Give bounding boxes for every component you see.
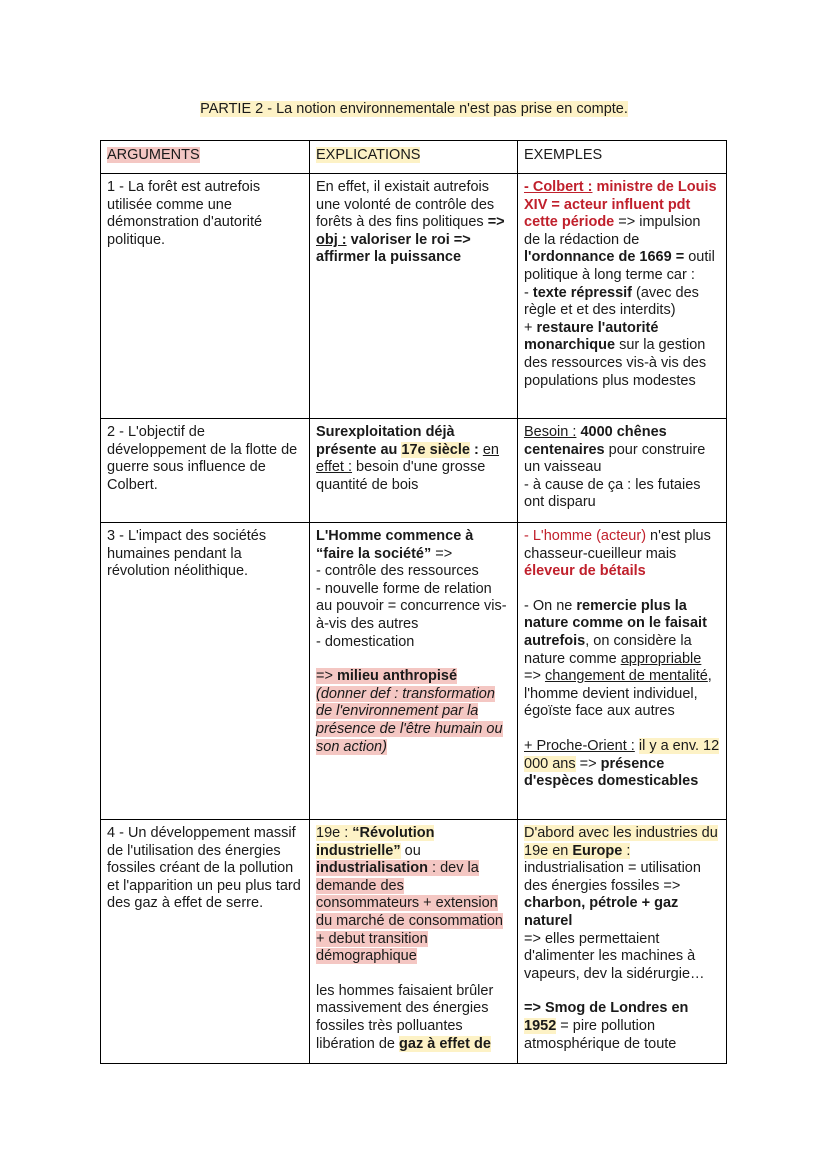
exemple-cell: Besoin : 4000 chênes centenaires pour construire un vaisseau - à cause de ça : les futaies ont disparu	[518, 419, 727, 523]
argument-cell: 1 - La forêt est autrefois utilisée comme une démonstration d'autorité politique.	[101, 174, 310, 419]
argument-cell: 3 - L'impact des sociétés humaines pendant la révolution néolithique.	[101, 523, 310, 820]
explication-cell: L'Homme commence à “faire la société” => - contrôle des ressources - nouvelle forme de relation au pouvoir = concurrence vis-à-vis des autres - domestication => milieu anthropisé (donner def : transformation de l'environnement par la présence de l'être humain ou son action)	[310, 523, 518, 820]
table-header-row	[101, 141, 727, 174]
arguments-table	[100, 140, 727, 1064]
page-title: PARTIE 2 - La notion environnementale n'est pas prise en compte.	[200, 101, 628, 117]
table-row	[101, 174, 727, 419]
argument-cell: 4 - Un développement massif de l'utilisation des énergies fossiles créant de la pollution et l'apparition un peu plus tard des gaz à effet de serre.	[101, 820, 310, 1064]
header-arguments: ARGUMENTS	[101, 141, 310, 174]
explication-cell: Surexploitation déjà présente au 17e siècle : en effet : besoin d'une grosse quantité de bois	[310, 419, 518, 523]
explication-cell: En effet, il existait autrefois une volonté de contrôle des forêts à des fins politiques => obj : valoriser le roi => affirmer la puissance	[310, 174, 518, 419]
argument-cell: 2 - L'objectif de développement de la flotte de guerre sous influence de Colbert.	[101, 419, 310, 523]
table-row	[101, 419, 727, 523]
exemple-cell: - L'homme (acteur) n'est plus chasseur-cueilleur mais éleveur de bétails - On ne remercie plus la nature comme on le faisait autrefois, on considère la nature comme appropriable => changement de mentalité, l'homme devient individuel, égoïste face aux autres + Proche-Orient : il y a env. 12 000 ans => présence d'espèces domesticables	[518, 523, 727, 820]
table-row	[101, 820, 727, 1064]
exemple-cell: D'abord avec les industries du 19e en Europe : industrialisation = utilisation des énergies fossiles => charbon, pétrole + gaz naturel => elles permettaient d'alimenter les machines à vapeurs, dev la sidérurgie… => Smog de Londres en 1952 = pire pollution atmosphérique de toute	[518, 820, 727, 1064]
header-exemples: EXEMPLES	[518, 141, 727, 174]
header-explications: EXPLICATIONS	[310, 141, 518, 174]
exemple-cell: - Colbert : ministre de Louis XIV = acteur influent pdt cette période => impulsion de la rédaction de l'ordonnance de 1669 = outil politique à long terme car : - texte répressif (avec des règle et et des interdits) + restaure l'autorité monarchique sur la gestion des ressources vis-à vis des populations plus modestes	[518, 174, 727, 419]
explication-cell: 19e : “Révolution industrielle” ou industrialisation : dev la demande des consommateurs + extension du marché de consommation + debut transition démographique les hommes faisaient brûler massivement des énergies fossiles très polluantes libération de gaz à effet de	[310, 820, 518, 1064]
table-row	[101, 523, 727, 820]
